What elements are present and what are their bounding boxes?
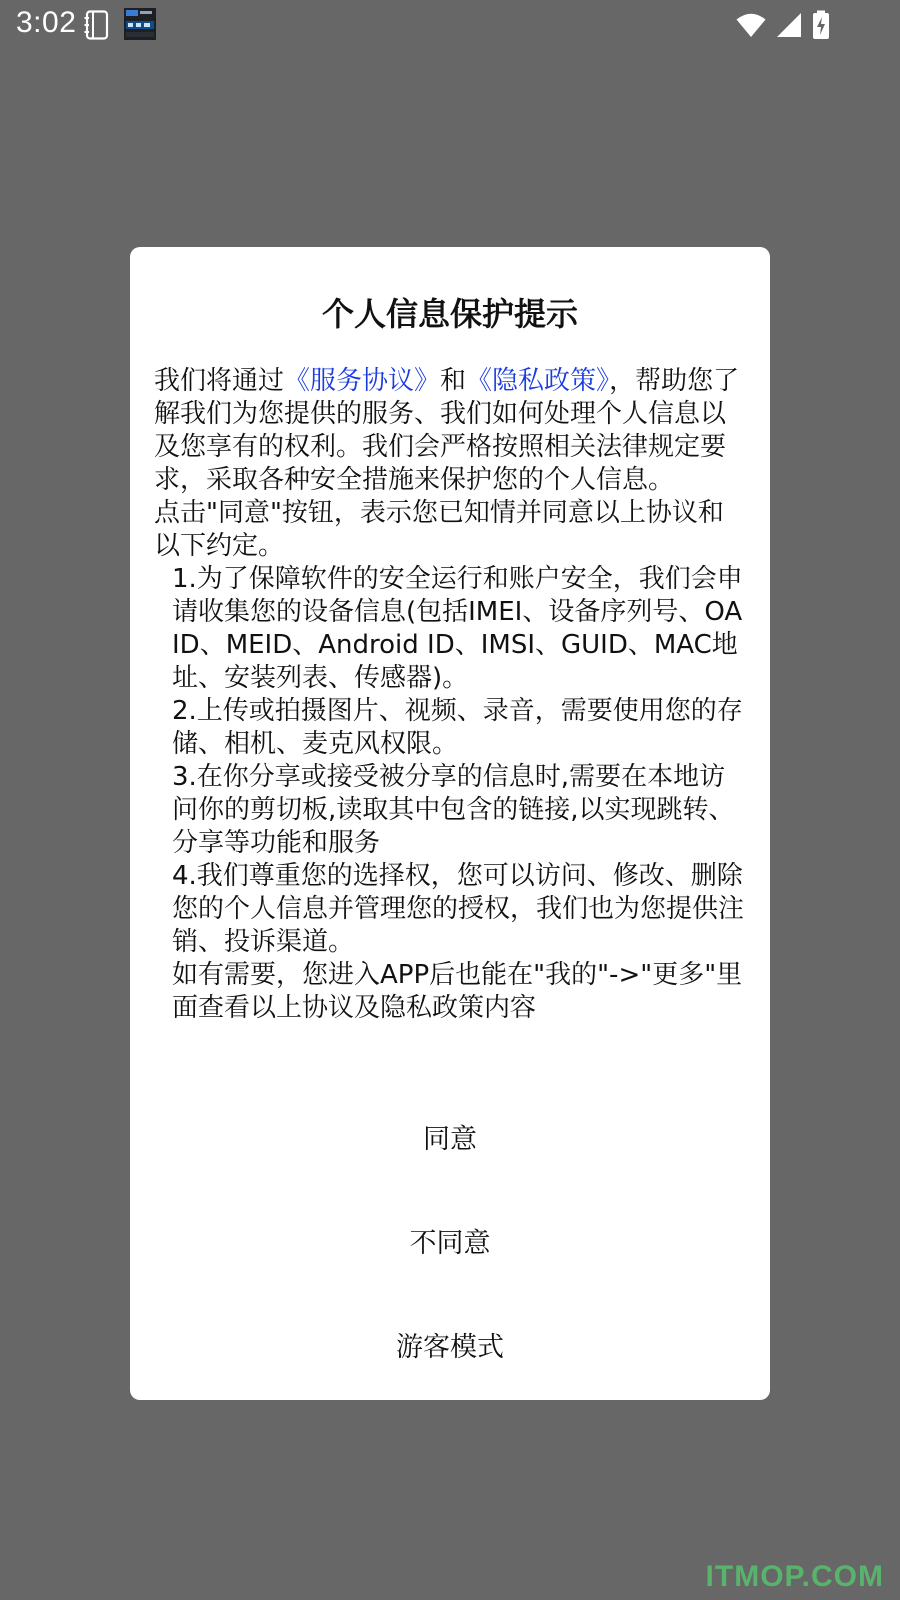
notebook-icon bbox=[84, 10, 110, 40]
wifi-icon bbox=[736, 12, 766, 38]
consent-paragraph: 点击"同意"按钮，表示您已知情并同意以上协议和以下约定。 bbox=[154, 498, 724, 561]
site-watermark: ITMOP.COM bbox=[705, 1560, 884, 1593]
terms-item-2: 2.上传或拍摄图片、视频、录音，需要使用您的存储、相机、麦克风权限。 bbox=[172, 696, 743, 759]
intro-before: 我们将通过 bbox=[154, 366, 285, 396]
status-time: 3:02 bbox=[16, 6, 77, 39]
terms-item-3: 3.在你分享或接受被分享的信息时,需要在本地访问你的剪切板,读取其中包含的链接,以实现跳转、分享等功能和服务 bbox=[172, 762, 735, 858]
app-thumbnail-icon bbox=[124, 8, 156, 40]
terms-item-4: 4.我们尊重您的选择权，您可以访问、修改、删除您的个人信息并管理您的授权，我们也为您提供注销、投诉渠道。 bbox=[172, 861, 745, 957]
cell-signal-icon bbox=[776, 12, 802, 38]
dialog-title: 个人信息保护提示 bbox=[321, 295, 578, 333]
guest-mode-button[interactable]: 游客模式 bbox=[130, 1295, 770, 1399]
privacy-policy-link[interactable]: 《隐私政策》 bbox=[466, 366, 610, 396]
intro-and: 和 bbox=[440, 366, 467, 396]
battery-charging-icon bbox=[812, 10, 830, 40]
terms-item-1: 1.为了保障软件的安全运行和账户安全，我们会申请收集您的设备信息(包括IMEI、设备序列号、OAID、MEID、Android ID、IMSI、GUID、MAC地址、安装列表、传感器)。 bbox=[172, 564, 743, 693]
privacy-dialog bbox=[130, 247, 770, 1400]
closing-paragraph: 如有需要，您进入APP后也能在"我的"->"更多"里面查看以上协议及隐私政策内容 bbox=[172, 960, 743, 1023]
status-icons bbox=[736, 10, 830, 40]
dialog-body bbox=[154, 365, 748, 1025]
intro-paragraph bbox=[154, 365, 748, 497]
status-bar bbox=[0, 0, 900, 48]
disagree-button[interactable]: 不同意 bbox=[130, 1191, 770, 1295]
terms-of-service-link[interactable]: 《服务协议》 bbox=[284, 366, 441, 396]
intro-after: ，帮助您了解我们为您提供的服务、我们如何处理个人信息以及您享有的权利。我们会严格按照相关法律规定要求，采取各种安全措施来保护您的个人信息。 bbox=[154, 366, 740, 495]
agree-button[interactable]: 同意 bbox=[130, 1087, 770, 1191]
dialog-actions bbox=[130, 1087, 770, 1399]
